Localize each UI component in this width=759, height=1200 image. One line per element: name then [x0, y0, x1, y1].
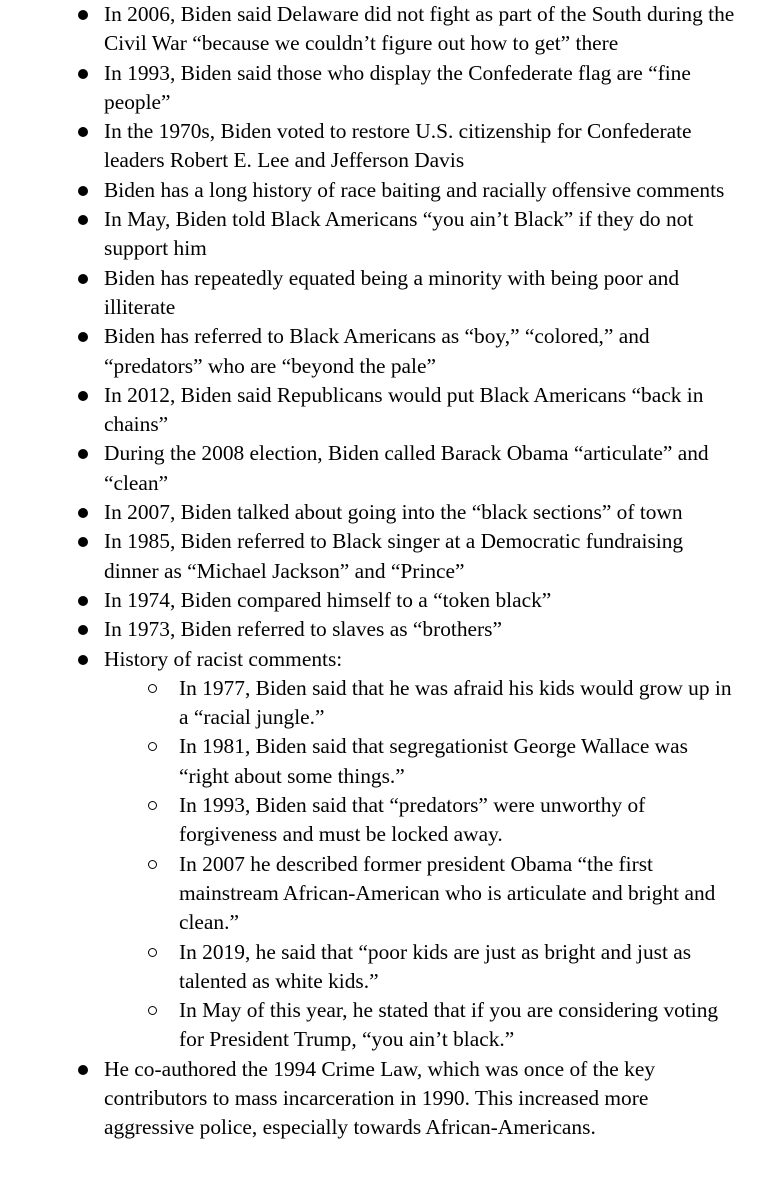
sub-list-item-text: In 1981, Biden said that segregationist George Wallace was “right about some things.” [179, 734, 688, 788]
bullet-icon [78, 655, 88, 665]
list-item [0, 59, 759, 118]
sub-list-item [104, 850, 741, 938]
hollow-bullet-icon [148, 801, 157, 810]
sub-list-item [104, 791, 741, 850]
sub-list-item [104, 996, 741, 1055]
bullet-icon [78, 596, 88, 606]
list-item-text: In 1985, Biden referred to Black singer at a Democratic fundraising dinner as “Michael Jackson” and “Prince” [104, 529, 684, 583]
sub-bullet-list [104, 674, 741, 1055]
bullet-icon [78, 625, 88, 635]
list-item [0, 381, 759, 440]
list-item-text: In 1974, Biden compared himself to a “token black” [104, 587, 552, 612]
hollow-bullet-icon [148, 948, 157, 957]
list-item-text: In the 1970s, Biden voted to restore U.S. citizenship for Confederate leaders Robert E. Lee and Jefferson Davis [104, 119, 692, 173]
list-item-text: In May, Biden told Black Americans “you ain’t Black” if they do not support him [104, 207, 694, 261]
sub-list-item [104, 732, 741, 791]
sub-list-item [104, 674, 741, 733]
list-item-text: In 2012, Biden said Republicans would put Black Americans “back in chains” [104, 382, 704, 437]
bullet-icon [78, 391, 88, 401]
list-item-text: He co-authored the 1994 Crime Law, which was once of the key contributors to mass incarceration in 1990. This increased more aggressive police, especially towards African-Americans. [104, 1056, 656, 1140]
list-item-text: In 1993, Biden said those who display the Confederate flag are “fine people” [104, 60, 691, 114]
list-item-racist-history [0, 645, 759, 1055]
hollow-bullet-icon [148, 742, 157, 751]
sub-list-item-text: In 1993, Biden said that “predators” were unworthy of forgiveness and must be locked away. [179, 793, 646, 847]
list-item-text: Biden has repeatedly equated being a minority with being poor and illiterate [104, 265, 680, 319]
hollow-bullet-icon [148, 1006, 157, 1015]
list-item [0, 176, 759, 205]
hollow-bullet-icon [148, 684, 157, 693]
bullet-icon [78, 332, 88, 342]
sub-list-item [104, 938, 741, 997]
bullet-icon [78, 508, 88, 518]
list-item-heading: History of racist comments: [104, 646, 343, 671]
bullet-icon [78, 10, 88, 20]
sub-list-item-text: In 2019, he said that “poor kids are just as bright and just as talented as white kids.” [179, 939, 692, 993]
list-item [0, 117, 759, 176]
hollow-bullet-icon [148, 860, 157, 869]
bullet-icon [78, 1065, 88, 1075]
list-item-text: In 1973, Biden referred to slaves as “brothers” [104, 617, 502, 642]
list-item [0, 205, 759, 264]
list-item [0, 498, 759, 527]
sub-list-item-text: In 2007 he described former president Obama “the first mainstream African-American who is articulate and bright and clean.” [179, 851, 716, 935]
bullet-icon [78, 186, 88, 196]
list-item-text: Biden has referred to Black Americans as “boy,” “colored,” and “predators” who are “beyond the pale” [104, 324, 650, 378]
sub-list-item-text: In 1977, Biden said that he was afraid his kids would grow up in a “racial jungle.” [179, 675, 732, 730]
list-item [0, 527, 759, 586]
bullet-icon [78, 127, 88, 137]
bullet-icon [78, 537, 88, 547]
bullet-icon [78, 215, 88, 225]
list-item [0, 264, 759, 323]
list-item-text: In 2007, Biden talked about going into the “black sections” of town [104, 500, 683, 525]
bullet-icon [78, 274, 88, 284]
list-item [0, 439, 759, 498]
bullet-icon [78, 69, 88, 79]
bullet-icon [78, 449, 88, 459]
list-item [0, 1055, 759, 1143]
list-item-text: During the 2008 election, Biden called Barack Obama “articulate” and “clean” [104, 441, 709, 495]
sub-list-item-text: In May of this year, he stated that if you are considering voting for President Trump, “you ain’t black.” [179, 998, 719, 1052]
list-item-text: In 2006, Biden said Delaware did not fight as part of the South during the Civil War “because we couldn’t figure out how to get” there [104, 2, 735, 56]
list-item [0, 0, 759, 59]
list-item-text: Biden has a long history of race baiting and racially offensive comments [104, 177, 725, 202]
list-item [0, 322, 759, 381]
list-item [0, 615, 759, 644]
list-item [0, 586, 759, 615]
